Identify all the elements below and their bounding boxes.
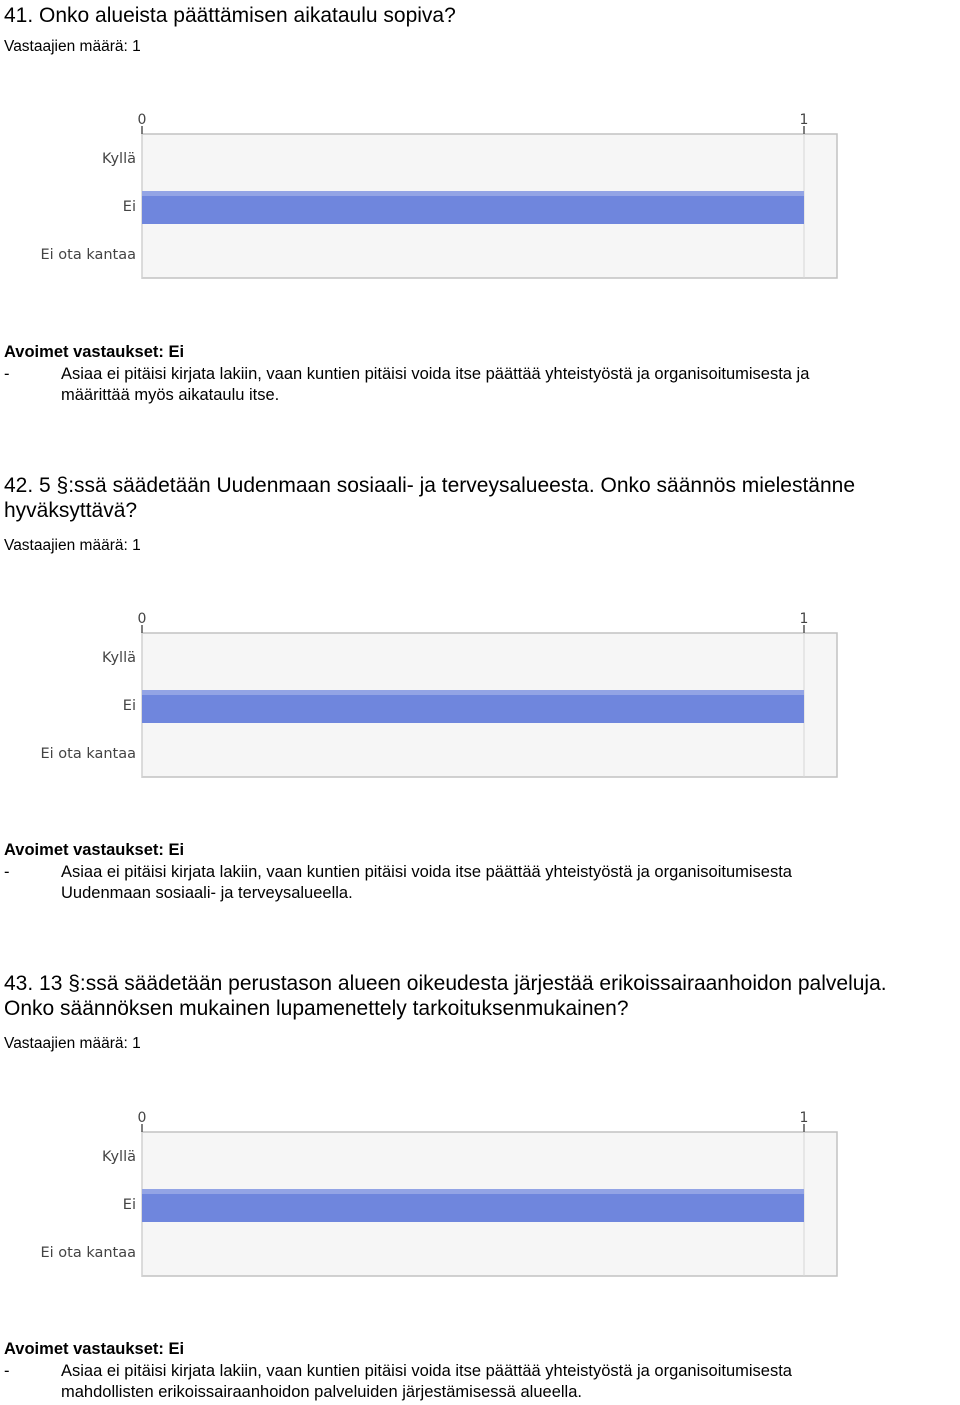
answer-text <box>61 364 944 406</box>
category-label: Kyllä <box>102 1149 136 1165</box>
answer-line: Asiaa ei pitäisi kirjata lakiin, vaan kuntien pitäisi voida itse päättää yhteistyöstä ja organisoitumisesta <box>61 863 792 881</box>
answer-line: Asiaa ei pitäisi kirjata lakiin, vaan kuntien pitäisi voida itse päättää yhteistyöstä ja organisoitumisesta ja <box>61 365 810 383</box>
respondent-count: Vastaajien määrä: 1 <box>4 38 141 55</box>
bar-chart-43 <box>24 1098 844 1298</box>
respondent-count: Vastaajien määrä: 1 <box>4 1035 141 1052</box>
answer-text <box>61 1361 944 1403</box>
open-answers-heading: Avoimet vastaukset: Ei <box>4 1340 185 1358</box>
category-label: Ei <box>122 199 136 215</box>
x-tick-label: 0 <box>137 1110 147 1126</box>
x-tick-label: 1 <box>799 112 809 128</box>
open-answer <box>4 1361 944 1403</box>
question-title-41: 41. Onko alueista päättämisen aikataulu sopiva? <box>4 4 456 27</box>
category-label: Kyllä <box>102 151 136 167</box>
question-title-43 <box>4 971 887 1021</box>
answer-bullet: - <box>4 365 10 383</box>
category-label: Kyllä <box>102 650 136 666</box>
open-answer <box>4 364 944 406</box>
category-label: Ei <box>122 698 136 714</box>
category-label: Ei ota kantaa <box>40 746 136 762</box>
question-title-42 <box>4 473 855 523</box>
bar-chart-42 <box>24 599 844 799</box>
x-tick-label: 1 <box>799 611 809 627</box>
x-tick-label: 0 <box>137 611 147 627</box>
question-title-line: hyväksyttävä? <box>4 499 138 522</box>
bar-highlight <box>142 1189 804 1194</box>
answer-line: määrittää myös aikataulu itse. <box>61 386 280 404</box>
bar-highlight <box>142 690 804 695</box>
answer-text <box>61 862 944 904</box>
answer-bullet: - <box>4 863 10 881</box>
open-answer <box>4 862 944 904</box>
bar-highlight <box>142 191 804 196</box>
category-label: Ei ota kantaa <box>40 247 136 263</box>
category-label: Ei ota kantaa <box>40 1245 136 1261</box>
respondent-count: Vastaajien määrä: 1 <box>4 537 141 554</box>
category-label: Ei <box>122 1197 136 1213</box>
question-title-line: 42. 5 §:ssä säädetään Uudenmaan sosiaali- ja terveysalueesta. Onko säännös mielestänne <box>4 474 856 497</box>
open-answers-heading: Avoimet vastaukset: Ei <box>4 343 185 361</box>
question-title-line: Onko säännöksen mukainen lupamenettely tarkoituksenmukainen? <box>4 997 629 1020</box>
answer-bullet: - <box>4 1362 10 1380</box>
bar-chart-41 <box>24 100 844 300</box>
answer-line: mahdollisten erikoissairaanhoidon palveluiden järjestämisessä alueella. <box>61 1383 582 1401</box>
open-answers-heading: Avoimet vastaukset: Ei <box>4 841 185 859</box>
answer-line: Uudenmaan sosiaali- ja terveysalueella. <box>61 884 353 902</box>
question-title-line: 43. 13 §:ssä säädetään perustason alueen oikeudesta järjestää erikoissairaanhoidon palveluja. <box>4 972 887 995</box>
answer-line: Asiaa ei pitäisi kirjata lakiin, vaan kuntien pitäisi voida itse päättää yhteistyöstä ja organisoitumisesta <box>61 1362 792 1380</box>
x-tick-label: 0 <box>137 112 147 128</box>
x-tick-label: 1 <box>799 1110 809 1126</box>
